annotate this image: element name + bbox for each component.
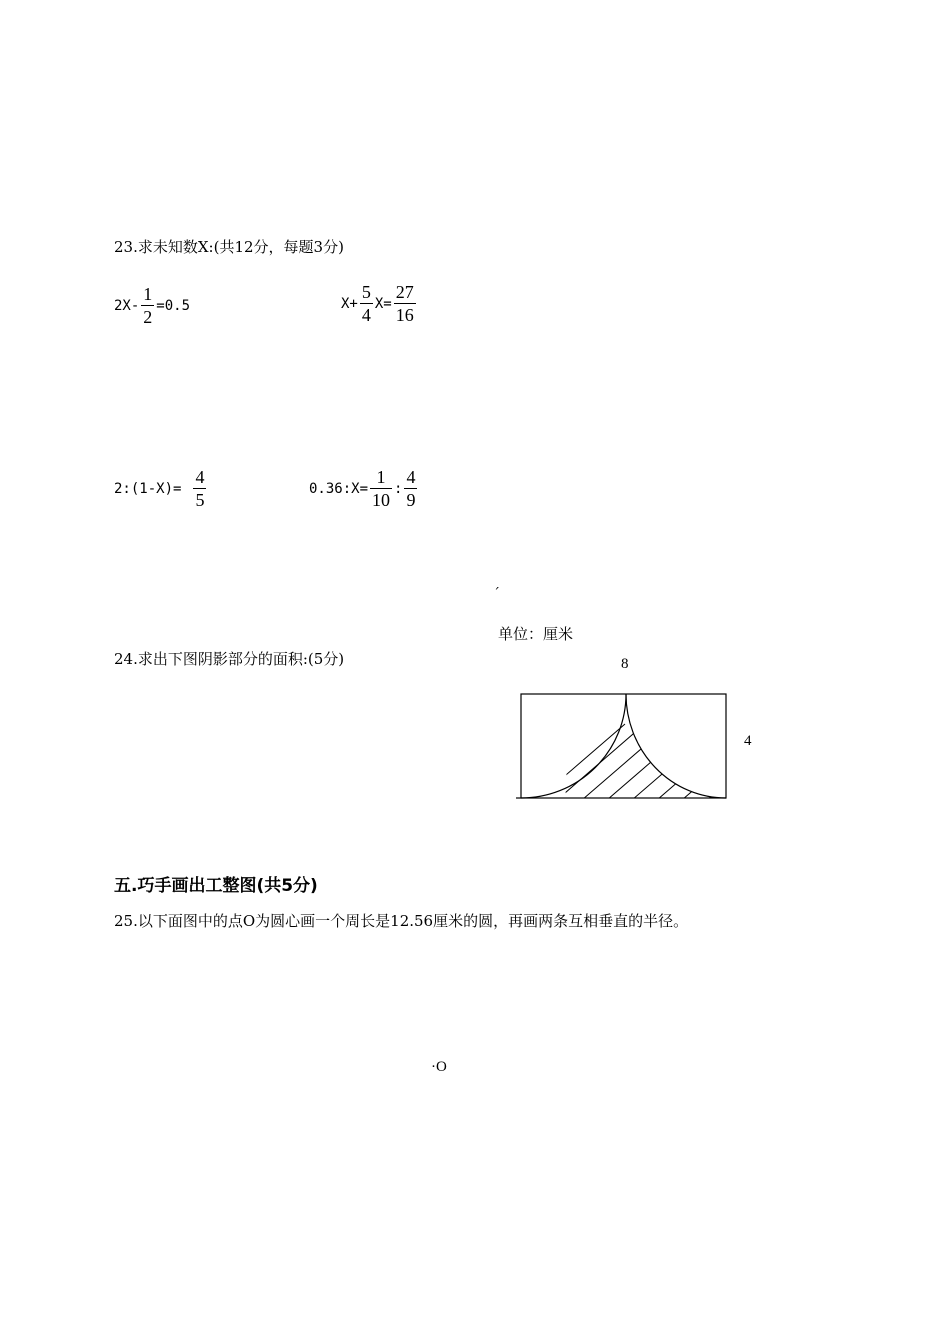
- height-label: 4: [744, 733, 752, 749]
- eq3-prefix: 2:(1-X)=: [114, 480, 182, 497]
- eq4-numerator-1: 1: [376, 467, 386, 487]
- eq1-fraction: [141, 283, 154, 328]
- shaded-area-figure: [510, 688, 740, 804]
- hatch-line: [550, 728, 640, 804]
- rectangle-outline: [521, 694, 726, 798]
- eq2-numerator-2: 27: [395, 282, 414, 302]
- eq1-prefix: 2X-: [114, 297, 140, 314]
- stray-mark: ˊ: [493, 586, 500, 602]
- eq4-prefix: 0.36:X=: [309, 480, 369, 497]
- hatch-line: [700, 724, 740, 804]
- right-quarter-arc: [626, 694, 726, 798]
- eq2-denominator-2: 16: [395, 305, 414, 325]
- eq1-suffix: =0.5: [156, 297, 191, 314]
- eq4-fraction-2: [404, 466, 417, 511]
- eq3-numerator: 4: [195, 467, 205, 487]
- eq1-numerator: 1: [143, 284, 153, 304]
- eq1-denominator: 2: [143, 307, 153, 327]
- hatch-line: [600, 724, 695, 804]
- left-quarter-arc: [521, 694, 626, 798]
- eq4-numerator-2: 4: [406, 467, 416, 487]
- eq4-mid: :: [394, 480, 403, 497]
- section-5-title: 五.巧手画出工整图(共5分): [114, 876, 318, 896]
- eq3-denominator: 5: [195, 490, 205, 510]
- eq4-fraction-1: [370, 466, 392, 511]
- hatch-line: [675, 724, 740, 804]
- hatch-line: [530, 724, 625, 804]
- eq4-denominator-1: 10: [372, 490, 391, 510]
- eq2-mid: X=: [374, 295, 392, 312]
- hatch-line: [575, 724, 670, 804]
- eq2-denominator-1: 4: [361, 305, 371, 325]
- eq2-fraction-2: [394, 281, 416, 326]
- eq2-fraction-1: [360, 281, 373, 326]
- equation-2: [341, 281, 418, 326]
- eq2-numerator-1: 5: [361, 282, 371, 302]
- eq3-fraction: [193, 466, 206, 511]
- equation-1: [114, 283, 190, 328]
- q25-title: 25.以下面图中的点O为圆心画一个周长是12.56厘米的圆，再画两条互相垂直的半径。: [114, 912, 689, 930]
- eq4-denominator-2: 9: [406, 490, 416, 510]
- equation-3: [114, 466, 208, 511]
- eq2-prefix: X+: [341, 295, 358, 312]
- q23-title: 23.求未知数X:(共12分，每题3分): [114, 238, 344, 256]
- unit-label: 单位：厘米: [498, 625, 574, 643]
- hatch-line: [625, 724, 720, 804]
- width-label: 8: [621, 656, 629, 672]
- equation-4: [309, 466, 419, 511]
- q24-title: 24.求出下图阴影部分的面积:(5分): [114, 650, 345, 668]
- point-o-label: ·O: [431, 1059, 447, 1075]
